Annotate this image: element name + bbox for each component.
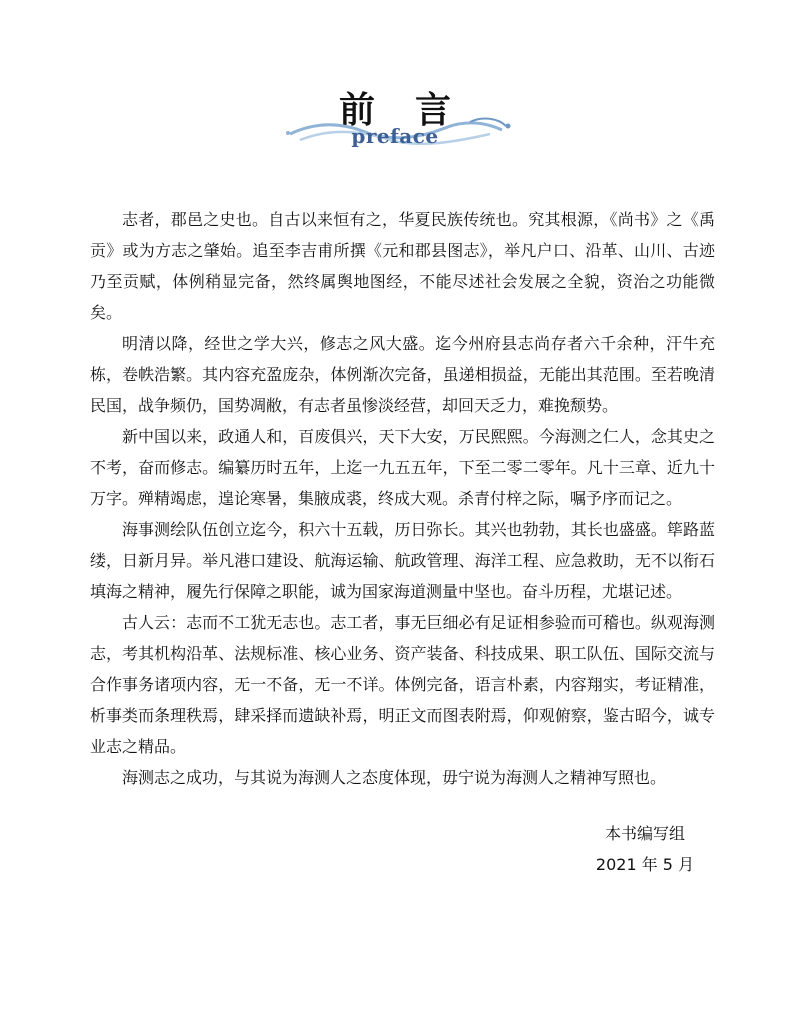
paragraph: 古人云：志而不工犹无志也。志工者，事无巨细必有足证相参验而可稽也。纵观海测志，考其机构沿革、法规标准、核心业务、资产装备、科技成果、职工队伍、国际交流与合作事务诸项内容，无一不备，无一不详。体例完备，语言朴素，内容翔实，考证精准，析事类而条理秩焉，肆采择而遗缺补焉，明正文而图表附焉，仰观俯察，鉴古昭今，诚专业志之精品。 (90, 613, 715, 756)
page-subtitle: preface (351, 124, 439, 148)
preface-body (90, 204, 715, 793)
paragraph: 新中国以来，政通人和，百废俱兴，天下大安，万民熙熙。今海测之仁人，念其史之不考，奋而修志。编纂历时五年，上迄一九五五年，下至二零二零年。凡十三章、近九十万字。殚精竭虑，遑论寒暑，集腋成裘，终成大观。杀青付梓之际，嘱予序而记之。 (90, 427, 715, 508)
date-line: 2021 年 5 月 (595, 855, 695, 874)
paragraph: 海事测绘队伍创立迄今，积六十五载，历日弥长。其兴也勃勃，其长也盛盛。筚路蓝缕，日新月异。举凡港口建设、航海运输、航政管理、海洋工程、应急救助，无不以衔石填海之精神，履先行保障之职能，诚为国家海道测量中坚也。奋斗历程，尤堪记述。 (90, 520, 715, 601)
preface-header (270, 72, 520, 162)
page-title: 前言 (338, 90, 491, 131)
paragraph: 志者，郡邑之史也。自古以来恒有之，华夏民族传统也。究其根源，《尚书》之《禹贡》或为方志之肇始。追至李吉甫所撰《元和郡县图志》，举凡户口、沿革、山川、古迹乃至贡赋，体例稍显完备，然终属舆地图经，不能尽述社会发展之全貌，资治之功能微矣。 (90, 210, 715, 322)
author-name: 本书编写组 (604, 824, 685, 843)
paragraph: 海测志之成功，与其说为海测人之态度体现，毋宁说为海测人之精神写照也。 (122, 768, 667, 787)
paragraph: 明清以降，经世之学大兴，修志之风大盛。迄今州府县志尚存者六千余种，汗牛充栋，卷帙浩繁。其内容充盈庞杂，体例渐次完备，虽递相损益，无能出其范围。至若晚清民国，战争频仍，国势凋敝，有志者虽惨淡经营，却回天乏力，难挽颓势。 (90, 334, 715, 415)
signature-block (575, 818, 715, 880)
